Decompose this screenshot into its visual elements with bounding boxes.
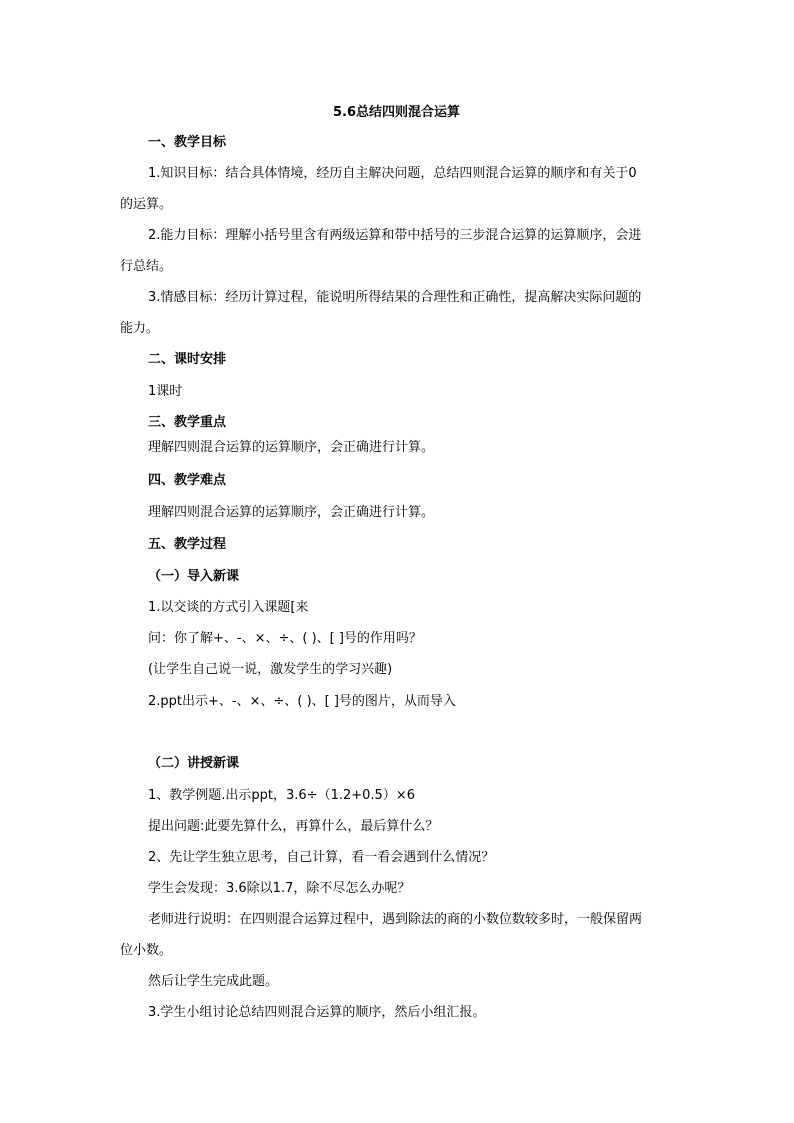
subsection-heading-intro: （一）导入新课 (148, 569, 240, 584)
intro-line2: 问：你了解+、-、×、÷、( )、[ ]号的作用吗？ (148, 631, 422, 646)
objective-emotion-line1: 3.情感目标：经历计算过程，能说明所得结果的合理性和正确性，提高解决实际问题的 (148, 290, 642, 305)
teaching-line6: 然后让学生完成此题。 (148, 974, 279, 989)
teaching-line2: 提出问题:此要先算什么，再算什么，最后算什么？ (148, 819, 439, 834)
section-heading-difficulties: 四、教学难点 (148, 473, 227, 488)
intro-line1: 1.以交谈的方式引入课题[来 (148, 600, 309, 615)
section-heading-objectives: 一、教学目标 (148, 135, 227, 150)
document-title: 5.6总结四则混合运算 (333, 105, 461, 120)
objective-ability-line2: 行总结。 (120, 259, 173, 274)
teaching-line3: 2、先让学生独立思考，自己计算，看一看会遇到什么情况？ (148, 850, 495, 865)
intro-line4: 2.ppt出示+、-、×、÷、( )、[ ]号的图片，从而导入 (148, 694, 456, 709)
objective-emotion-line2: 能力。 (120, 321, 160, 336)
section-heading-key-points: 三、教学重点 (148, 415, 227, 430)
section-heading-schedule: 二、课时安排 (148, 352, 227, 367)
key-points-text: 理解四则混合运算的运算顺序，会正确进行计算。 (148, 440, 435, 455)
schedule-text: 1课时 (148, 384, 183, 399)
subsection-heading-teaching: （二）讲授新课 (148, 756, 240, 771)
teaching-line7: 3.学生小组讨论总结四则混合运算的顺序，然后小组汇报。 (148, 1005, 486, 1020)
intro-line3: (让学生自己说一说，激发学生的学习兴趣) (148, 662, 393, 677)
objective-knowledge-line1: 1.知识目标：结合具体情境，经历自主解决问题，总结四则混合运算的顺序和有关于0 (148, 166, 637, 181)
teaching-line4: 学生会发现：3.6除以1.7，除不尽怎么办呢？ (148, 881, 411, 896)
objective-ability-line1: 2.能力目标：理解小括号里含有两级运算和带中括号的三步混合运算的运算顺序，会进 (148, 228, 642, 243)
teaching-line5b: 位小数。 (120, 943, 173, 958)
objective-knowledge-line2: 的运算。 (120, 197, 173, 212)
section-heading-process: 五、教学过程 (148, 537, 227, 552)
teaching-line5a: 老师进行说明：在四则混合运算过程中，遇到除法的商的小数位数较多时，一般保留两 (148, 912, 643, 927)
difficulties-text: 理解四则混合运算的运算顺序，会正确进行计算。 (148, 505, 435, 520)
teaching-line1: 1、教学例题.出示ppt，3.6÷（1.2+0.5）×6 (148, 788, 415, 803)
